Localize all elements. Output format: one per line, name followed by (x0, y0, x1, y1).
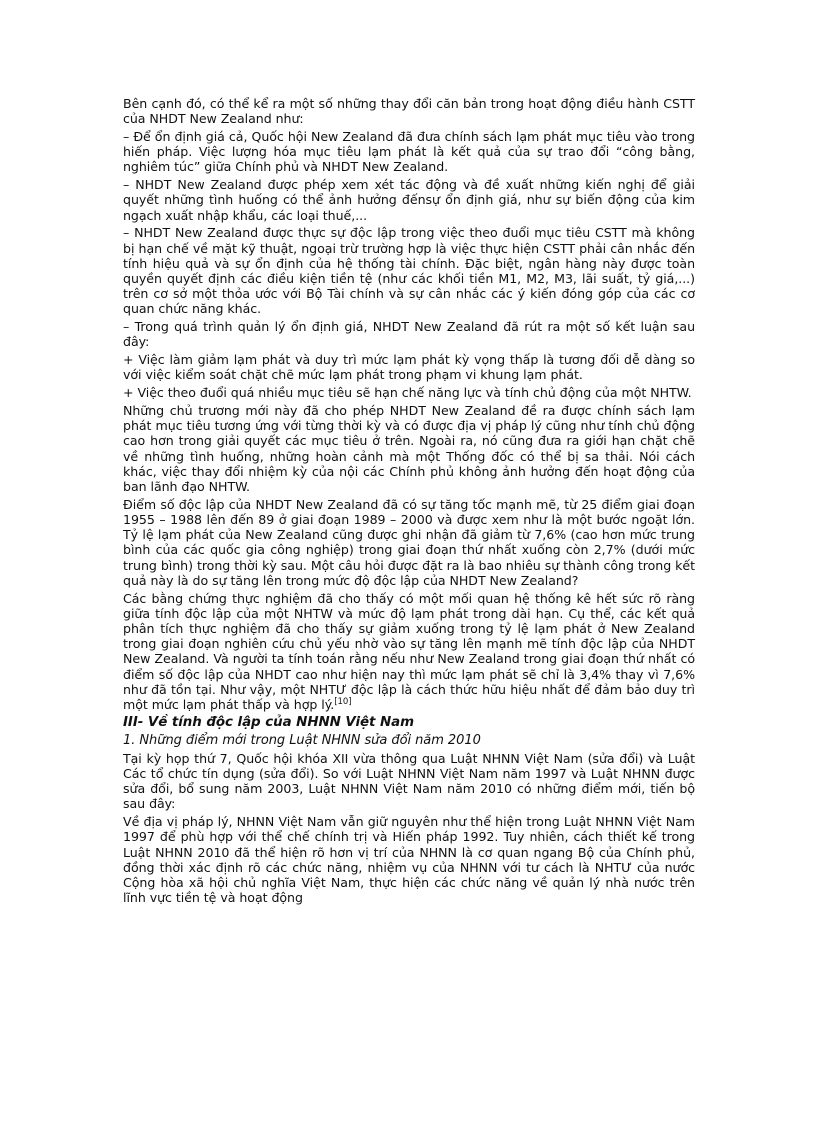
paragraph: – Để ổn định giá cả, Quốc hội New Zealand đã đưa chính sách lạm phát mục tiêu vào trong hiến pháp. Việc lượng hóa mục tiêu lạm phát là kết quả của sự trao đổi “công bằng, nghiêm túc” giữa Chính phủ và NHDT New Zealand. (123, 129, 695, 175)
paragraph-evidence (123, 591, 695, 713)
paragraph: Bên cạnh đó, có thể kể ra một số những thay đổi căn bản trong hoạt động điều hành CSTT của NHDT New Zealand như: (123, 96, 695, 127)
paragraph: + Việc theo đuổi quá nhiều mục tiêu sẽ hạn chế năng lực và tính chủ động của một NHTW. (123, 385, 692, 401)
paragraph-evidence-text: Các bằng chứng thực nghiệm đã cho thấy có một mối quan hệ thống kê hết sức rõ ràng giữa tính độc lập của một NHTW và mức độ lạm phát trong dài hạn. Cụ thể, các kết quả phân tích thực nghiệm đã cho thấy sự giảm xuống trong tỷ lệ lạm phát ở New Zealand trong giai đoạn nghiên cứu chủ yếu nhờ vào sự tăng lên mạnh mẽ tính độc lập của NHDT New Zealand. Và người ta tính toán rằng nếu như New Zealand trong giai đoạn thứ nhất có điểm số độc lập của NHDT cao như hiện nay thì mức lạm phát sẽ chỉ là 3,4% thay vì 7,6% như đã tồn tại. Như vậy, một NHTƯ độc lập là cách thức hữu hiệu nhất để đảm bảo duy trì một mức lạm phát thấp và hợp lý. (123, 590, 695, 713)
paragraph: + Việc làm giảm lạm phát và duy trì mức lạm phát kỳ vọng thấp là tương đối dễ dàng so với việc kiểm soát chặt chẽ mức lạm phát trong phạm vi khung lạm phát. (123, 352, 695, 383)
paragraph: Những chủ trương mới này đã cho phép NHDT New Zealand đề ra được chính sách lạm phát mục tiêu tương ứng với từng thời kỳ và có được địa vị pháp lý cũng như tính chủ động cao hơn trong giải quyết các mục tiêu ở trên. Ngoài ra, nó cũng đưa ra giới hạn chặt chẽ về những tình huống, những hoàn cảnh mà một Thống đốc có thể bị sa thải. Nói cách khác, việc thay đổi nhiệm kỳ của nội các Chính phủ không ảnh hưởng đến hoạt động của ban lãnh đạo NHTW. (123, 403, 695, 495)
subsection-heading: 1. Những điểm mới trong Luật NHNN sửa đổi năm 2010 (123, 732, 481, 748)
paragraph: – Trong quá trình quản lý ổn định giá, NHDT New Zealand đã rút ra một số kết luận sau đây: (123, 319, 695, 350)
document-page (123, 96, 695, 905)
paragraph: Điểm số độc lập của NHDT New Zealand đã có sự tăng tốc mạnh mẽ, từ 25 điểm giai đoạn 1955 – 1988 lên đến 89 ở giai đoạn 1989 – 2000 và được xem như là một bước ngoặt lớn. Tỷ lệ lạm phát của New Zealand cũng được ghi nhận đã giảm từ 7,6% (cao hơn mức trung bình của các quốc gia công nghiệp) trong giai đoạn thứ nhất xuống còn 2,7% (dưới mức trung bình) trong thời kỳ sau. Một câu hỏi được đặt ra là bao nhiêu sự thành công trong kết quả này là do sự tăng lên trong mức độ độc lập của NHDT New Zealand? (123, 496, 695, 588)
footnote-reference[interactable]: [10] (334, 696, 352, 707)
paragraph: Về địa vị pháp lý, NHNN Việt Nam vẫn giữ nguyên như thể hiện trong Luật NHNN Việt Nam 1997 để phù hợp với thể chế chính trị và Hiến pháp 1992. Tuy nhiên, cách thiết kế trong Luật NHNN 2010 đã thể hiện rõ hơn vị trí của NHNN là cơ quan ngang Bộ của Chính phủ, đồng thời xác định rõ các chức năng, nhiệm vụ của NHNN với tư cách là NHTƯ của nước Cộng hòa xã hội chủ nghĩa Việt Nam, thực hiện các chức năng về quản lý nhà nước trên lĩnh vực tiền tệ và hoạt động (123, 814, 695, 906)
paragraph: – NHDT New Zealand được phép xem xét tác động và đề xuất những kiến nghị để giải quyết những tình huống có thể ảnh hưởng đếnsự ổn định giá, như sự biến động của kim ngạch xuất nhập khẩu, các loại thuế,... (123, 177, 695, 223)
paragraph: – NHDT New Zealand được thực sự độc lập trong việc theo đuổi mục tiêu CSTT mà không bị hạn chế về mặt kỹ thuật, ngoại trừ trường hợp là việc thực hiện CSTT phải cân nhắc đến tính hiệu quả và sự ổn định của hệ thống tài chính. Đặc biệt, ngân hàng này được toàn quyền quyết định các điều kiện tiền tệ (như các khối tiền M1, M2, M3, lãi suất, tỷ giá,...) trên cơ sở một thỏa ước với Bộ Tài chính và sự cân nhắc các ý kiến đóng góp của các cơ quan chức năng khác. (123, 225, 695, 317)
paragraph: Tại kỳ họp thứ 7, Quốc hội khóa XII vừa thông qua Luật NHNN Việt Nam (sửa đổi) và Luật Các tổ chức tín dụng (sửa đổi). So với Luật NHNN Việt Nam năm 1997 và Luật NHNN được sửa đổi, bổ sung năm 2003, Luật NHNN Việt Nam năm 2010 có những điểm mới, tiến bộ sau đây: (123, 750, 695, 812)
section-heading: III- Về tính độc lập của NHNN Việt Nam (123, 714, 415, 730)
